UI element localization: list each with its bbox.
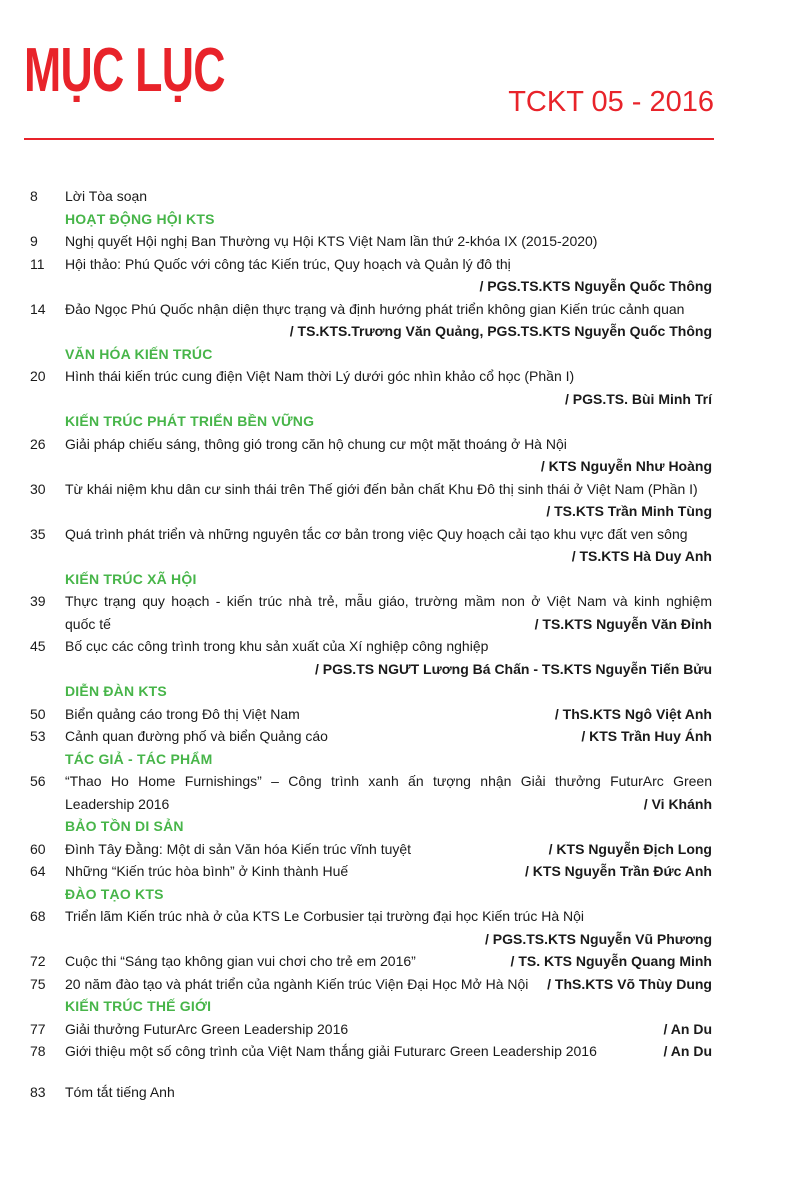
toc-entry: [0, 838, 800, 861]
page-number: 75: [30, 975, 46, 992]
article-author: / PGS.TS.KTS Nguyễn Vũ Phương: [485, 930, 712, 947]
toc-section-heading: [0, 883, 800, 906]
article-title: Nghị quyết Hội nghị Ban Thường vụ Hội KTS Việt Nam lần thứ 2-khóa IX (2015-2020): [65, 233, 598, 249]
article-title: Những “Kiến trúc hòa bình” ở Kinh thành Huế: [65, 863, 349, 879]
toc-section-heading: [0, 748, 800, 771]
article-author: / PGS.TS. Bùi Minh Trí: [564, 390, 712, 407]
toc-section-heading: [0, 815, 800, 838]
section-title: VĂN HÓA KIẾN TRÚC: [65, 345, 213, 362]
page-number: 53: [30, 728, 46, 744]
toc-section-heading: [0, 568, 800, 591]
article-author: / TS.KTS Nguyễn Văn Đỉnh: [534, 615, 712, 632]
toc-entry: [0, 793, 800, 816]
table-of-contents: [0, 185, 800, 1103]
toc-author-line: [0, 928, 800, 951]
article-author: / An Du: [663, 1043, 712, 1059]
page-number: 26: [30, 435, 46, 452]
toc-entry: [0, 253, 800, 276]
page-number: 50: [30, 705, 46, 722]
article-title: Bố cục các công trình trong khu sản xuất của Xí nghiệp công nghiệp: [65, 638, 489, 654]
article-author: / KTS Nguyễn Như Hoàng: [540, 458, 712, 474]
toc-entry: [0, 860, 800, 883]
article-title: Leadership 2016: [65, 795, 170, 812]
article-author: / TS.KTS Trần Minh Tùng: [546, 503, 712, 519]
toc-entry: [0, 635, 800, 658]
page-number: 20: [30, 368, 46, 384]
page-number: 56: [30, 773, 46, 789]
section-title: TÁC GIẢ - TÁC PHẨM: [65, 750, 213, 767]
page-number: 68: [30, 908, 46, 924]
toc-section-heading: [0, 680, 800, 703]
section-title: BẢO TỒN DI SẢN: [65, 818, 184, 834]
toc-section-heading: [0, 410, 800, 433]
toc-entry: [0, 590, 800, 613]
page-number: 35: [30, 525, 46, 542]
article-title: Hội thảo: Phú Quốc với công tác Kiến trúc, Quy hoạch và Quản lý đô thị: [65, 255, 511, 272]
article-author: / ThS.KTS Ngô Việt Anh: [554, 705, 712, 722]
article-author: / TS. KTS Nguyễn Quang Minh: [510, 953, 712, 969]
toc-section-heading: [0, 208, 800, 231]
article-title: Lời Tòa soạn: [65, 188, 148, 204]
article-author: / TS.KTS Hà Duy Anh: [571, 548, 712, 564]
toc-section-heading: [0, 343, 800, 366]
page-number: 77: [30, 1020, 46, 1037]
toc-author-line: [0, 320, 800, 343]
page-number: 45: [30, 638, 46, 654]
toc-entry: [0, 613, 800, 636]
page-number: 30: [30, 480, 46, 497]
section-title: KIẾN TRÚC XÃ HỘI: [65, 570, 197, 587]
article-author: / KTS Nguyễn Địch Long: [548, 840, 712, 857]
toc-entry: [0, 365, 800, 388]
toc-entry: [0, 523, 800, 546]
page-number: 39: [30, 593, 46, 609]
article-title: Cuộc thi “Sáng tạo không gian vui chơi cho trẻ em 2016”: [65, 953, 416, 969]
article-title: Cảnh quan đường phố và biển Quảng cáo: [65, 728, 328, 744]
toc-entry: [0, 725, 800, 748]
article-title: Giới thiệu một số công trình của Việt Nam thắng giải Futurarc Green Leadership 2016: [65, 1043, 597, 1059]
toc-author-line: [0, 455, 800, 478]
toc-entry: [0, 1081, 800, 1104]
article-title: “Thao Ho Home Furnishings” – Công trình xanh ấn tượng nhận Giải thưởng FuturArc Green: [65, 773, 712, 789]
article-author: / PGS.TS.KTS Nguyễn Quốc Thông: [479, 278, 712, 294]
issue-label: TCKT 05 - 2016: [508, 86, 714, 118]
toc-section-heading: [0, 995, 800, 1018]
page-number: 78: [30, 1043, 46, 1059]
toc-author-line: [0, 658, 800, 681]
toc-entry: [0, 1018, 800, 1041]
article-title: quốc tế: [65, 615, 111, 632]
toc-entry: [0, 905, 800, 928]
article-title: Biển quảng cáo trong Đô thị Việt Nam: [65, 705, 300, 722]
article-title: Thực trạng quy hoạch - kiến trúc nhà trẻ, mẫu giáo, trường mầm non ở Việt Nam và kinh nghiệm: [65, 593, 712, 609]
article-title: Quá trình phát triển và những nguyên tắc cơ bản trong việc Quy hoạch cải tạo khu vực đất ven sông: [65, 525, 688, 542]
page-number: 64: [30, 863, 46, 879]
article-title: Giải thưởng FuturArc Green Leadership 2016: [65, 1020, 349, 1037]
page-number: 72: [30, 953, 46, 969]
section-title: KIẾN TRÚC PHÁT TRIỂN BỀN VỮNG: [65, 413, 315, 429]
toc-entry: [0, 185, 800, 208]
title-divider: [24, 138, 714, 140]
article-title: Tóm tắt tiếng Anh: [65, 1083, 175, 1100]
toc-entry: [0, 703, 800, 726]
toc-author-line: [0, 500, 800, 523]
article-author: / An Du: [663, 1020, 712, 1037]
article-author: / KTS Nguyễn Trần Đức Anh: [525, 863, 712, 879]
section-title: KIẾN TRÚC THẾ GIỚI: [65, 998, 212, 1014]
toc-entry: [0, 973, 800, 996]
toc-author-line: [0, 545, 800, 568]
toc-entry: [0, 230, 800, 253]
toc-author-line: [0, 275, 800, 298]
toc-author-line: [0, 388, 800, 411]
article-author: / TS.KTS.Trương Văn Quảng, PGS.TS.KTS Nguyễn Quốc Thông: [289, 323, 712, 339]
toc-entry: [0, 770, 800, 793]
toc-entry: [0, 433, 800, 456]
article-author: / PGS.TS NGƯT Lương Bá Chấn - TS.KTS Nguyễn Tiến Bửu: [314, 660, 712, 677]
page-number: 14: [30, 300, 46, 317]
page-title: MỤC LỤC: [24, 36, 225, 105]
article-title: Triển lãm Kiến trúc nhà ở của KTS Le Corbusier tại trường đại học Kiến trúc Hà Nội: [65, 908, 584, 924]
section-title: DIỄN ĐÀN KTS: [65, 683, 167, 699]
section-title: HOẠT ĐỘNG HỘI KTS: [65, 210, 215, 227]
article-title: Hình thái kiến trúc cung điện Việt Nam thời Lý dưới góc nhìn khảo cổ học (Phần I): [65, 368, 575, 384]
page-number: 9: [30, 233, 38, 249]
article-author: / ThS.KTS Võ Thùy Dung: [547, 975, 712, 992]
article-title: Đảo Ngọc Phú Quốc nhận diện thực trạng và định hướng phát triển không gian Kiến trúc cảnh quan: [65, 300, 685, 317]
toc-entry: [0, 298, 800, 321]
toc-entry: [0, 478, 800, 501]
article-author: / Vi Khánh: [643, 795, 712, 812]
page-number: 11: [30, 255, 45, 272]
article-title: Giải pháp chiếu sáng, thông gió trong căn hộ chung cư một mặt thoáng ở Hà Nội: [65, 435, 567, 452]
section-title: ĐÀO TẠO KTS: [65, 885, 164, 902]
page-number: 60: [30, 840, 46, 857]
article-author: / KTS Trần Huy Ánh: [581, 728, 712, 744]
article-title: 20 năm đào tạo và phát triển của ngành Kiến trúc Viện Đại Học Mở Hà Nội: [65, 975, 529, 992]
article-title: Đình Tây Đằng: Một di sản Văn hóa Kiến trúc vĩnh tuyệt: [65, 840, 412, 857]
page-number: 83: [30, 1083, 46, 1100]
article-title: Từ khái niệm khu dân cư sinh thái trên Thế giới đến bản chất Khu Đô thị sinh thái ở Việt Nam (Phần I): [65, 480, 698, 497]
toc-entry: [0, 1040, 800, 1063]
page-number: 8: [30, 188, 38, 204]
toc-entry: [0, 950, 800, 973]
